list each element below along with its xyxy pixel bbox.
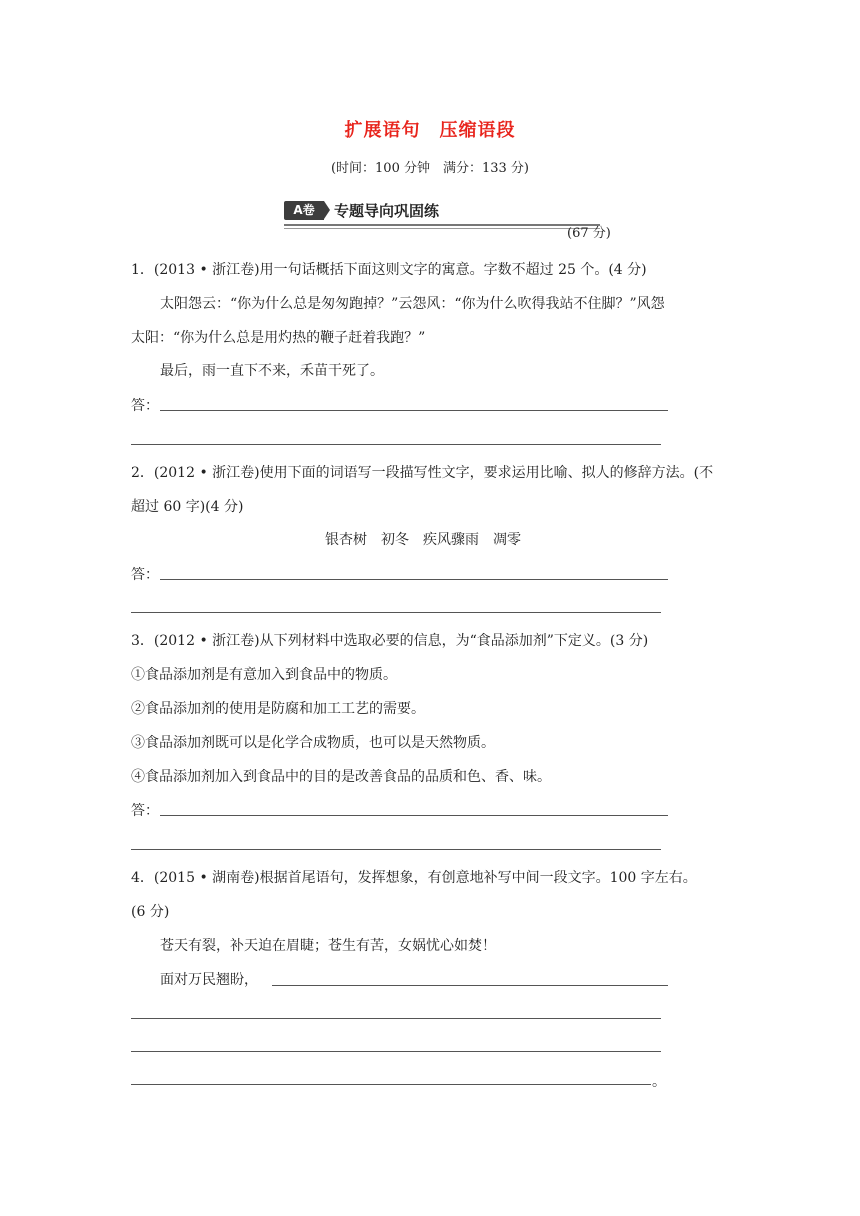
q4-prompt-text: 面对万民翘盼， xyxy=(160,972,258,988)
section-score: (67 分) xyxy=(567,226,611,241)
q1-passage-p2: 最后，雨一直下不来，禾苗干死了。 xyxy=(160,363,384,379)
q1-stem: 1．(2013 • 浙江卷)用一句话概括下面这则文字的寓意。字数不超过 25 个。(4 分) xyxy=(131,262,647,278)
section-heading: 专题导向巩固练 xyxy=(334,202,440,220)
q2-word-list: 银杏树 初冬 疾风骤雨 凋零 xyxy=(325,532,521,548)
q4-answer-blank-3[interactable] xyxy=(131,1051,661,1052)
q4-stem-line1: 4．(2015 • 湖南卷)根据首尾语句，发挥想象，有创意地补写中间一段文字。100 字左右。 xyxy=(131,870,697,886)
q3-stem: 3．(2012 • 浙江卷)从下列材料中选取必要的信息，为“食品添加剂”下定义。(3 分) xyxy=(131,633,649,649)
q3-material-4: ④食品添加剂加入到食品中的目的是改善食品的品质和色、香、味。 xyxy=(131,769,551,785)
q1-answer-label: 答： xyxy=(131,398,159,414)
section-rule xyxy=(284,224,600,226)
q3-answer-blank-1[interactable] xyxy=(160,815,668,816)
page-title: 扩展语句 压缩语段 xyxy=(344,120,516,141)
q3-material-2: ②食品添加剂的使用是防腐和加工工艺的需要。 xyxy=(131,701,425,717)
q4-answer-blank-2[interactable] xyxy=(131,1018,661,1019)
q4-answer-blank-1[interactable] xyxy=(272,985,668,986)
q1-passage-line2: 太阳：“你为什么总是用灼热的鞭子赶着我跑？” xyxy=(131,330,426,346)
q1-passage-line1: 太阳怨云：“你为什么总是匆匆跑掉？”云怨风：“你为什么吹得我站不住脚？”风怨 xyxy=(160,296,665,312)
q3-answer-label: 答： xyxy=(131,803,159,819)
section-badge: A卷 xyxy=(284,201,324,220)
q3-material-3: ③食品添加剂既可以是化学合成物质，也可以是天然物质。 xyxy=(131,735,495,751)
time-score-info: (时间：100 分钟 满分：133 分) xyxy=(330,161,530,176)
q3-material-1: ①食品添加剂是有意加入到食品中的物质。 xyxy=(131,667,397,683)
q2-answer-label: 答： xyxy=(131,567,159,583)
q4-end-mark: 。 xyxy=(652,1074,666,1090)
q3-answer-blank-2[interactable] xyxy=(131,849,661,850)
q1-answer-blank-1[interactable] xyxy=(160,410,668,411)
badge-arrow-icon xyxy=(324,201,330,219)
q2-answer-blank-1[interactable] xyxy=(160,579,668,580)
q4-opening-sentence: 苍天有裂，补天迫在眉睫；苍生有苦，女娲忧心如焚！ xyxy=(160,938,496,954)
section-rule-thin xyxy=(284,228,600,229)
q1-answer-blank-2[interactable] xyxy=(131,444,661,445)
q2-stem-line2: 超过 60 字)(4 分) xyxy=(131,499,244,515)
q4-stem-line2: (6 分) xyxy=(131,904,170,920)
q4-answer-blank-4[interactable] xyxy=(131,1084,651,1085)
q2-stem-line1: 2．(2012 • 浙江卷)使用下面的词语写一段描写性文字，要求运用比喻、拟人的修辞方法。(不 xyxy=(131,465,714,481)
q2-answer-blank-2[interactable] xyxy=(131,612,661,613)
section-banner xyxy=(284,200,600,232)
